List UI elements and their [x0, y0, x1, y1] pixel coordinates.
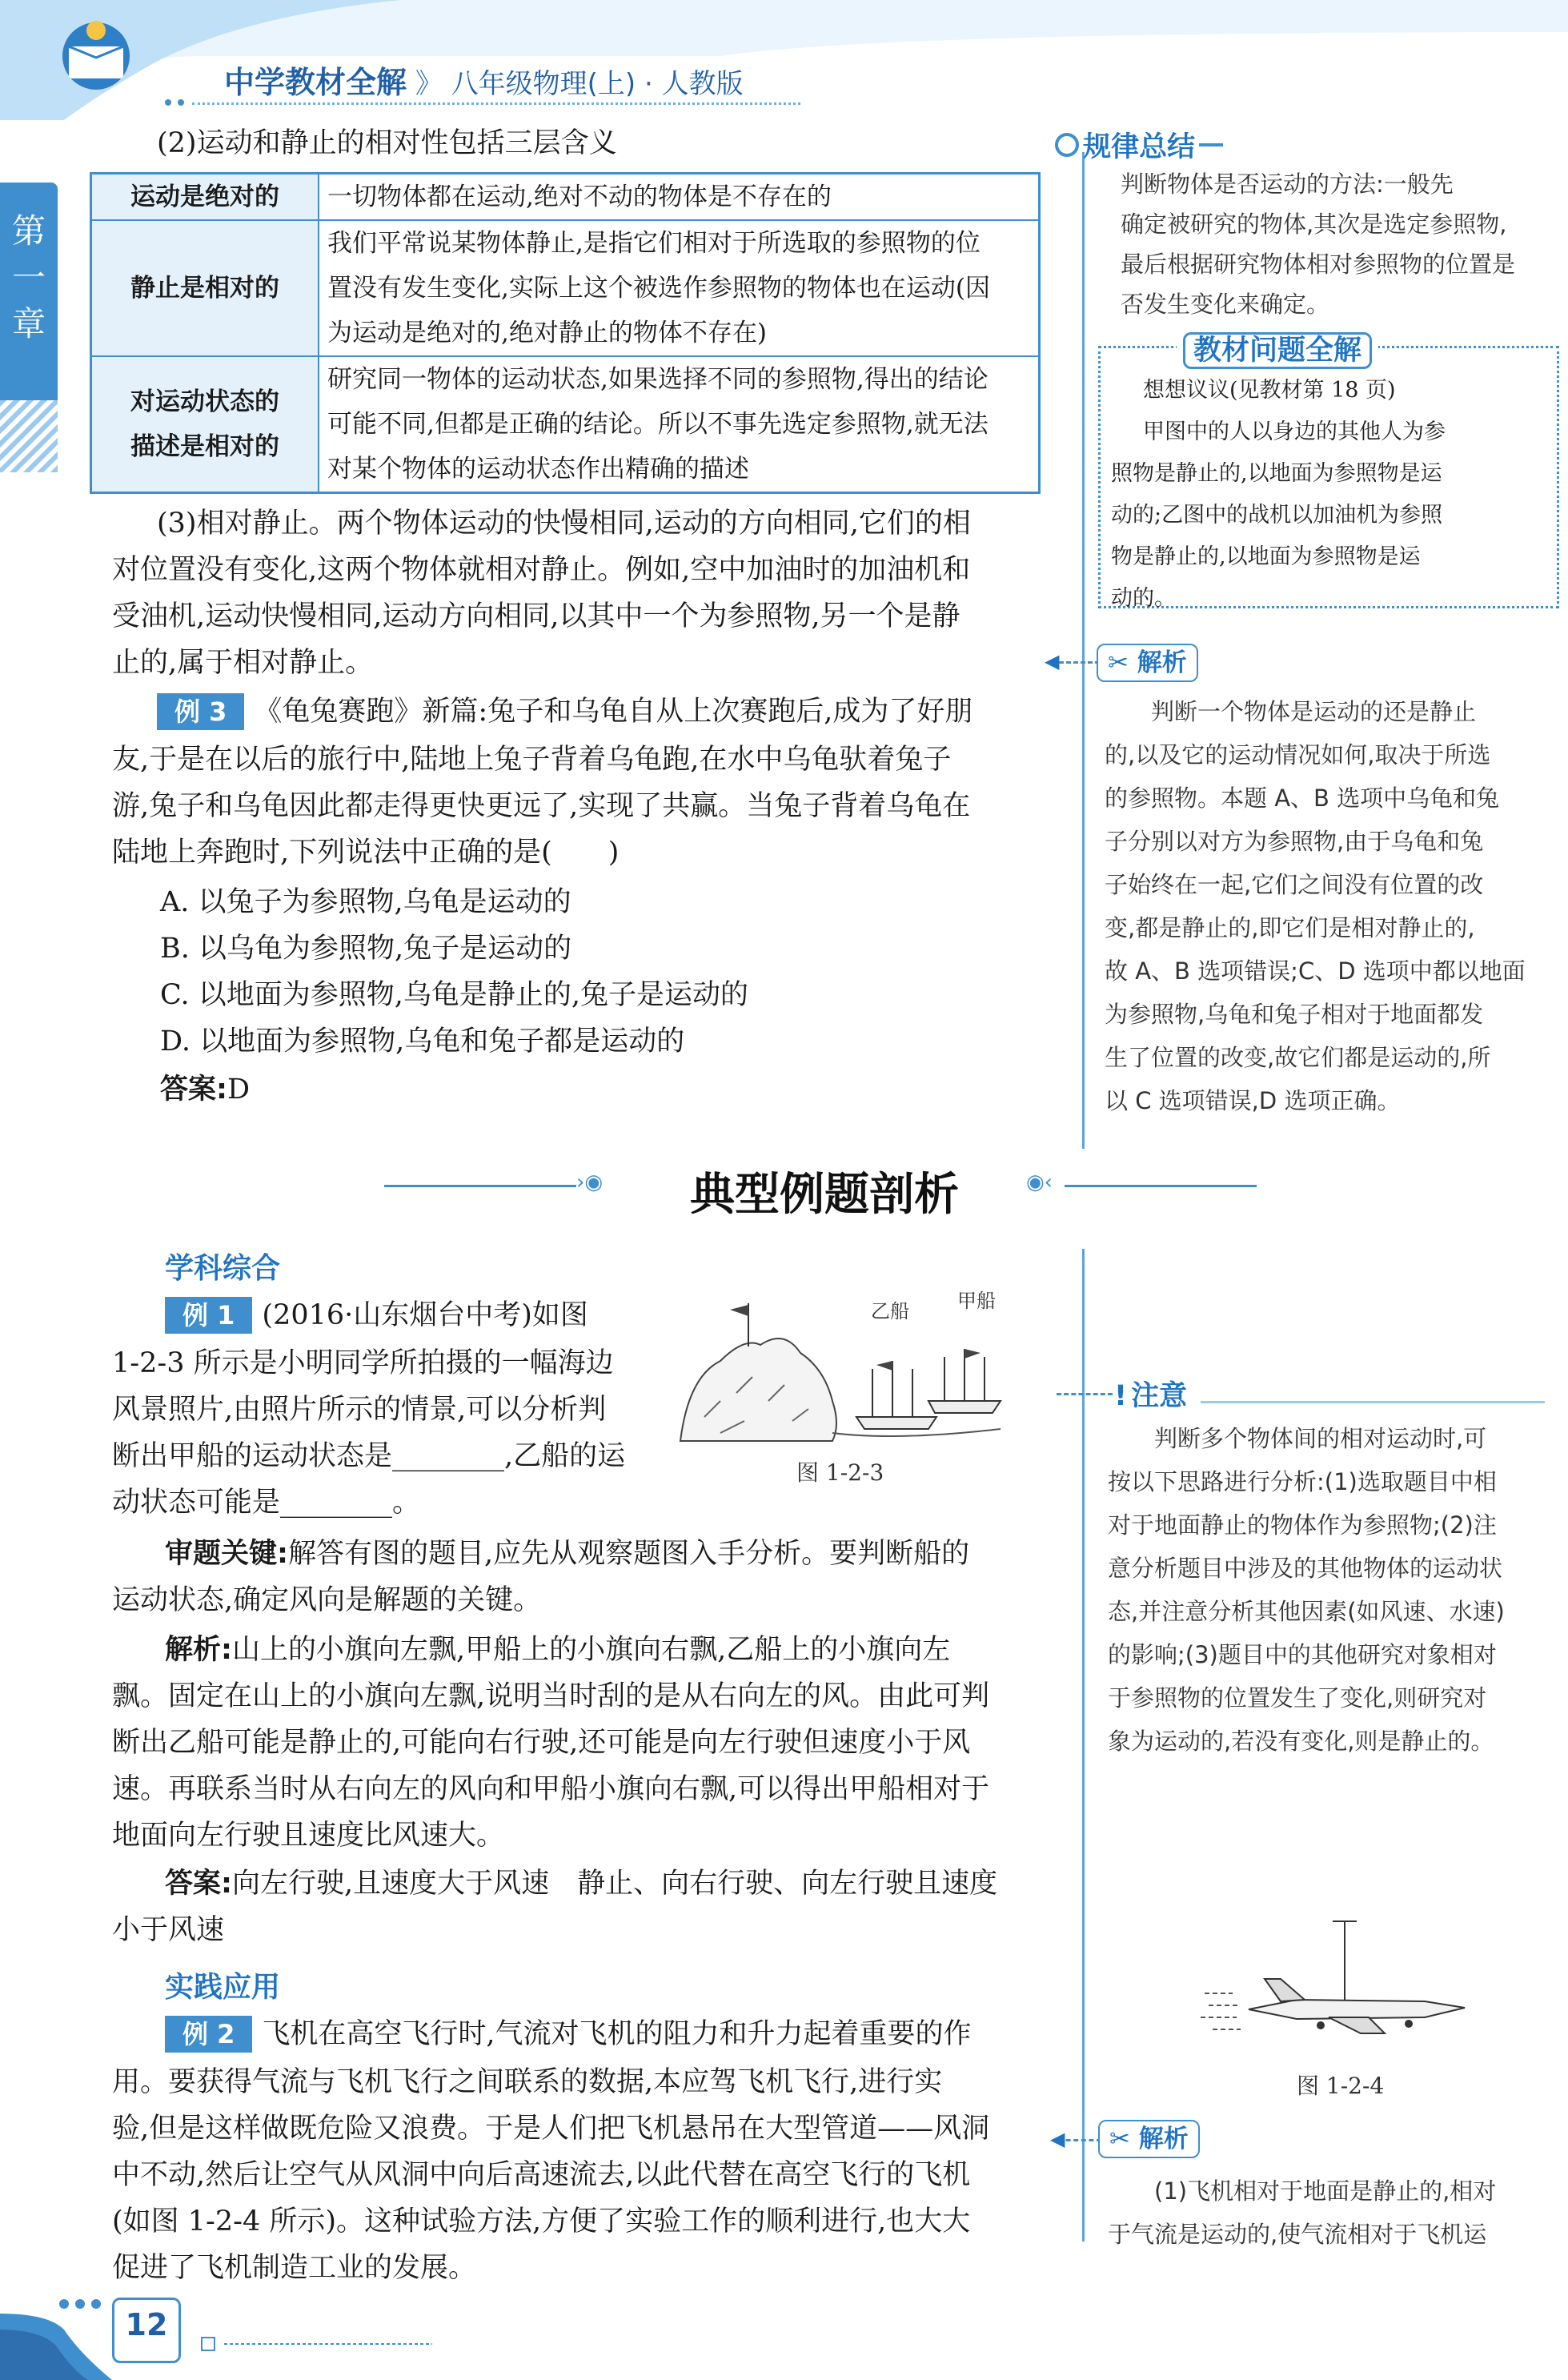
textbook-line: 动的。 [1111, 586, 1176, 611]
analysis-line [165, 1627, 1061, 1673]
header-edition: 人教版 [661, 68, 744, 100]
example1-line: 风景照片,由照片所示的情景,可以分析判 [112, 1394, 607, 1426]
relative-rest-line: 对位置没有变化,这两个物体就相对静止。例如,空中加油时的加油机和 [112, 554, 971, 586]
jiexi1-line: 的参照物。本题 A、B 选项中乌龟和兔 [1105, 785, 1500, 812]
example1-tag: 例 1 [165, 1297, 252, 1334]
analysis-line: 地面向左行驶且速度比风速大。 [112, 1820, 505, 1852]
jiexi1-line: 子分别以对方为参照物,由于乌龟和兔 [1105, 828, 1484, 855]
table-key-line: 对运动状态的 [130, 387, 279, 416]
table-key [91, 356, 319, 493]
section-title: 典型例题剖析 [690, 1169, 959, 1221]
table-line: 为运动是绝对的,绝对静止的物体不存在) [327, 319, 767, 347]
example2-line: 中不动,然后让空气从风洞中向后高速流去,以此代替在高空飞行的飞机 [112, 2159, 971, 2191]
analysis-line: 断出乙船可能是静止的,可能向右行驶,还可能是向左行驶但速度小于风 [112, 1727, 971, 1759]
textbook-line: 动的;乙图中的战机以加油机为参照 [1111, 503, 1443, 528]
table-key: 静止是相对的 [91, 220, 319, 356]
jiexi1-line: 为参照物,乌龟和兔子相对于地面都发 [1105, 1001, 1484, 1028]
textbook-line: 想想议议(见教材第 18 页) [1143, 378, 1396, 403]
jiexi1-line: 故 A、B 选项错误;C、D 选项中都以地面 [1105, 957, 1526, 985]
rule-summary-title: 规律总结 [1083, 131, 1196, 163]
example1-line: 1-2-3 所示是小明同学所拍摄的一幅海边 [112, 1347, 614, 1379]
example3-line: 陆地上奔跑时,下列说法中正确的是( ) [112, 837, 620, 869]
note-body [1108, 1417, 1556, 1763]
rule-summary-body [1121, 164, 1537, 324]
answer-label: 答案: [160, 1074, 227, 1106]
answer-value: D [227, 1074, 251, 1106]
exclamation-icon: ! [1114, 1380, 1127, 1412]
relativity-table [90, 172, 1041, 494]
relative-rest-line: (3)相对静止。两个物体运动的快慢相同,运动的方向相同,它们的相 [157, 508, 971, 540]
note-line: 按以下思路进行分析:(1)选取题目中相 [1108, 1468, 1497, 1495]
table-line: 研究同一物体的运动状态,如果选择不同的参照物,得出的结论 [327, 365, 989, 394]
table-row [91, 356, 1040, 493]
example2-line: 验,但是这样做既危险又浪费。于是人们把飞机悬吊在大型管道——风洞 [112, 2113, 990, 2145]
ship-b-label: 乙船 [871, 1300, 909, 1322]
pointer-arrow-icon: ◀ [1045, 650, 1060, 672]
jiexi1-line: 生了位置的改变,故它们都是运动的,所 [1105, 1044, 1491, 1071]
textbook-line: 甲图中的人以身边的其他人为参 [1143, 419, 1446, 444]
example3-option: A. 以兔子为参照物,乌龟是运动的 [160, 886, 571, 918]
textbook-line: 照物是静止的,以地面为参照物是运 [1111, 461, 1442, 486]
header-separator: 》 [415, 68, 443, 100]
jiexi1-line: 的,以及它的运动情况如何,取决于所选 [1105, 741, 1491, 769]
analysis-line: 飘。固定在山上的小旗向左飘,说明当时刮的是从右向左的风。由此可判 [112, 1680, 990, 1712]
header-book: 八年级物理(上) [451, 68, 636, 100]
chapter-tab-stripes [0, 400, 58, 472]
example1-text: (2016·山东烟台中考)如图 [262, 1299, 588, 1331]
chapter-tab-label: 第一章 [11, 211, 46, 343]
table-line: 可能不同,但都是正确的结论。所以不事先选定参照物,就无法 [327, 410, 989, 439]
example2-line: 用。要获得气流与飞机飞行之间联系的数据,本应驾飞机飞行,进行实 [112, 2066, 943, 2098]
example2-text: 飞机在高空飞行时,气流对飞机的阻力和升力起着重要的作 [262, 2018, 972, 2050]
jiexi1-line: 子始终在一起,它们之间没有位置的改 [1105, 871, 1484, 898]
bullet-icon [1055, 133, 1079, 157]
relative-rest-line: 受油机,运动快慢相同,运动方向相同,以其中一个为参照物,另一个是静 [112, 600, 960, 632]
key-line [165, 1531, 1061, 1577]
example1-line: 动状态可能是________。 [112, 1487, 421, 1519]
example2-line: (如图 1-2-4 所示)。这种试验方法,方便了实验工作的顺利进行,也大大 [112, 2205, 971, 2238]
example1-line [165, 1292, 588, 1338]
jiexi2-line: 于气流是运动的,使气流相对于飞机运 [1108, 2221, 1487, 2248]
note-pointer [1057, 1393, 1113, 1395]
textbook-line: 物是静止的,以地面为参照物是运 [1111, 544, 1421, 569]
relativity-intro: (2)运动和静止的相对性包括三层含义 [157, 127, 617, 159]
example3-answer [160, 1066, 250, 1113]
jiexi2-title [1098, 2120, 1200, 2158]
wind-tunnel-figure [1201, 1913, 1489, 2049]
rule-summary-line: 最后根据研究物体相对参照物的位置是 [1121, 251, 1516, 278]
jiexi1-label: 解析 [1137, 648, 1187, 677]
divider-line-right [1065, 1185, 1257, 1187]
table-key: 运动是绝对的 [91, 174, 319, 221]
rule-summary-line: 否发生变化来确定。 [1121, 291, 1330, 318]
jiexi2-body [1108, 2169, 1564, 2256]
note-line: 象为运动的,若没有变化,则是静止的。 [1108, 1728, 1494, 1755]
jiexi1-line: 判断一个物体是运动的还是静止 [1151, 698, 1477, 725]
textbook-box-header [1177, 328, 1378, 368]
example3-text: 《龟兔赛跑》新篇:兔子和乌龟自从上次赛跑后,成为了好朋 [254, 696, 973, 728]
divider-arrow-right-icon: ›◉ [576, 1170, 604, 1194]
page-number: 12 [125, 2307, 168, 2342]
jiexi2-line: (1)飞机相对于地面是静止的,相对 [1154, 2177, 1497, 2205]
analysis-text: 山上的小旗向左飘,甲船上的小旗向右飘,乙船上的小旗向左 [232, 1634, 951, 1666]
key-line: 运动状态,确定风向是解题的关键。 [112, 1584, 542, 1616]
note-line: 于参照物的位置发生了变化,则研究对 [1108, 1684, 1487, 1712]
key-label: 审题关键: [165, 1538, 288, 1570]
footer-decoration [0, 2282, 560, 2380]
table-value [319, 174, 1040, 221]
header-dot: · [644, 68, 653, 100]
table-value [319, 220, 1040, 356]
header-series: 中学教材全解 [224, 65, 407, 100]
jiexi1-line: 以 C 选项错误,D 选项正确。 [1105, 1087, 1401, 1114]
divider-arrow-left-icon: ◉‹ [1026, 1170, 1053, 1194]
example2-line: 促进了飞机制造工业的发展。 [112, 2252, 477, 2284]
jiexi1-title [1097, 644, 1198, 682]
analysis-label: 解析: [165, 1634, 232, 1666]
note-title: 注意 [1131, 1380, 1188, 1412]
table-value [319, 356, 1040, 493]
answer-text: 向左行驶,且速度大于风速 静止、向右行驶、向左行驶且速度 [232, 1868, 998, 1900]
subject-heading: 学科综合 [165, 1252, 281, 1285]
header-dotted-rule [192, 102, 800, 105]
scissors-icon: ✂ [1109, 2125, 1130, 2153]
table-row [91, 220, 1040, 356]
table-line: 对某个物体的运动状态作出精确的描述 [327, 455, 749, 484]
example3-option: C. 以地面为参照物,乌龟是静止的,兔子是运动的 [160, 979, 749, 1011]
answer-label: 答案: [165, 1868, 232, 1900]
side-rule-line [1082, 152, 1085, 1149]
figure-caption: 图 1-2-4 [1297, 2073, 1385, 2099]
pointer-arrow-icon: ◀ [1050, 2128, 1065, 2150]
example1-line: 断出甲船的运动状态是________,乙船的运 [112, 1440, 626, 1472]
example2-tag: 例 2 [165, 2016, 252, 2053]
example3-option: D. 以地面为参照物,乌龟和兔子都是运动的 [160, 1025, 685, 1058]
example3-tag: 例 3 [157, 693, 244, 730]
key-text: 解答有图的题目,应先从观察题图入手分析。要判断船的 [288, 1538, 970, 1570]
example2-line [165, 2011, 972, 2057]
table-line: 我们平常说某物体静止,是指它们相对于所选取的参照物的位 [327, 229, 981, 258]
table-key-line: 描述是相对的 [130, 432, 279, 461]
scissors-icon: ✂ [1108, 648, 1129, 677]
example3-option: B. 以乌龟为参照物,兔子是运动的 [160, 933, 572, 965]
ship-a-label: 甲船 [957, 1290, 996, 1312]
divider-line-left [384, 1185, 576, 1187]
subject-answer-line: 小于风速 [112, 1914, 225, 1946]
subject-answer-line [165, 1860, 1061, 1907]
figure-caption: 图 1-2-3 [796, 1459, 884, 1486]
example3-line: 游,兔子和乌龟因此都走得更快更远了,实现了共赢。当兔子背着乌龟在 [112, 790, 971, 822]
textbook-box-title: 教材问题全解 [1183, 332, 1372, 369]
table-line: 一切物体都在运动,绝对不动的物体是不存在的 [327, 183, 832, 211]
jiexi1-line: 变,都是静止的,即它们是相对静止的, [1105, 914, 1475, 941]
title-dash [1199, 143, 1223, 146]
note-line: 态,并注意分析其他因素(如风速、水速) [1108, 1598, 1505, 1625]
header-title [224, 58, 744, 102]
note-line: 判断多个物体间的相对运动时,可 [1154, 1425, 1487, 1452]
analysis-line: 速。再联系当时从右向左的风向和甲船小旗向右飘,可以得出甲船相对于 [112, 1773, 990, 1805]
note-line: 的影响;(3)题目中的其他研究对象相对 [1108, 1641, 1497, 1668]
table-row [91, 174, 1040, 221]
note-line: 对于地面静止的物体作为参照物;(2)注 [1108, 1511, 1497, 1539]
relative-rest-line: 止的,属于相对静止。 [112, 647, 374, 679]
note-line: 意分析题目中涉及的其他物体的运动状 [1108, 1555, 1503, 1582]
note-rule [1201, 1401, 1545, 1403]
example3-line: 友,于是在以后的旅行中,陆地上兔子背着乌龟跑,在水中乌龟驮着兔子 [112, 744, 952, 776]
example3-line [157, 688, 972, 735]
rule-summary-header [1055, 125, 1223, 165]
practice-heading: 实践应用 [165, 1971, 281, 2004]
jiexi2-label: 解析 [1138, 2125, 1189, 2153]
rule-summary-line: 判断物体是否运动的方法:一般先 [1121, 171, 1454, 198]
note-header [1114, 1374, 1187, 1414]
textbook-box-body [1111, 370, 1543, 620]
side-rule-line [1082, 1249, 1085, 2242]
rule-summary-line: 确定被研究的物体,其次是选定参照物, [1121, 211, 1507, 238]
table-line: 置没有发生变化,实际上这个被选作参照物的物体也在运动(因 [327, 274, 990, 303]
jiexi1-body [1105, 690, 1553, 1122]
